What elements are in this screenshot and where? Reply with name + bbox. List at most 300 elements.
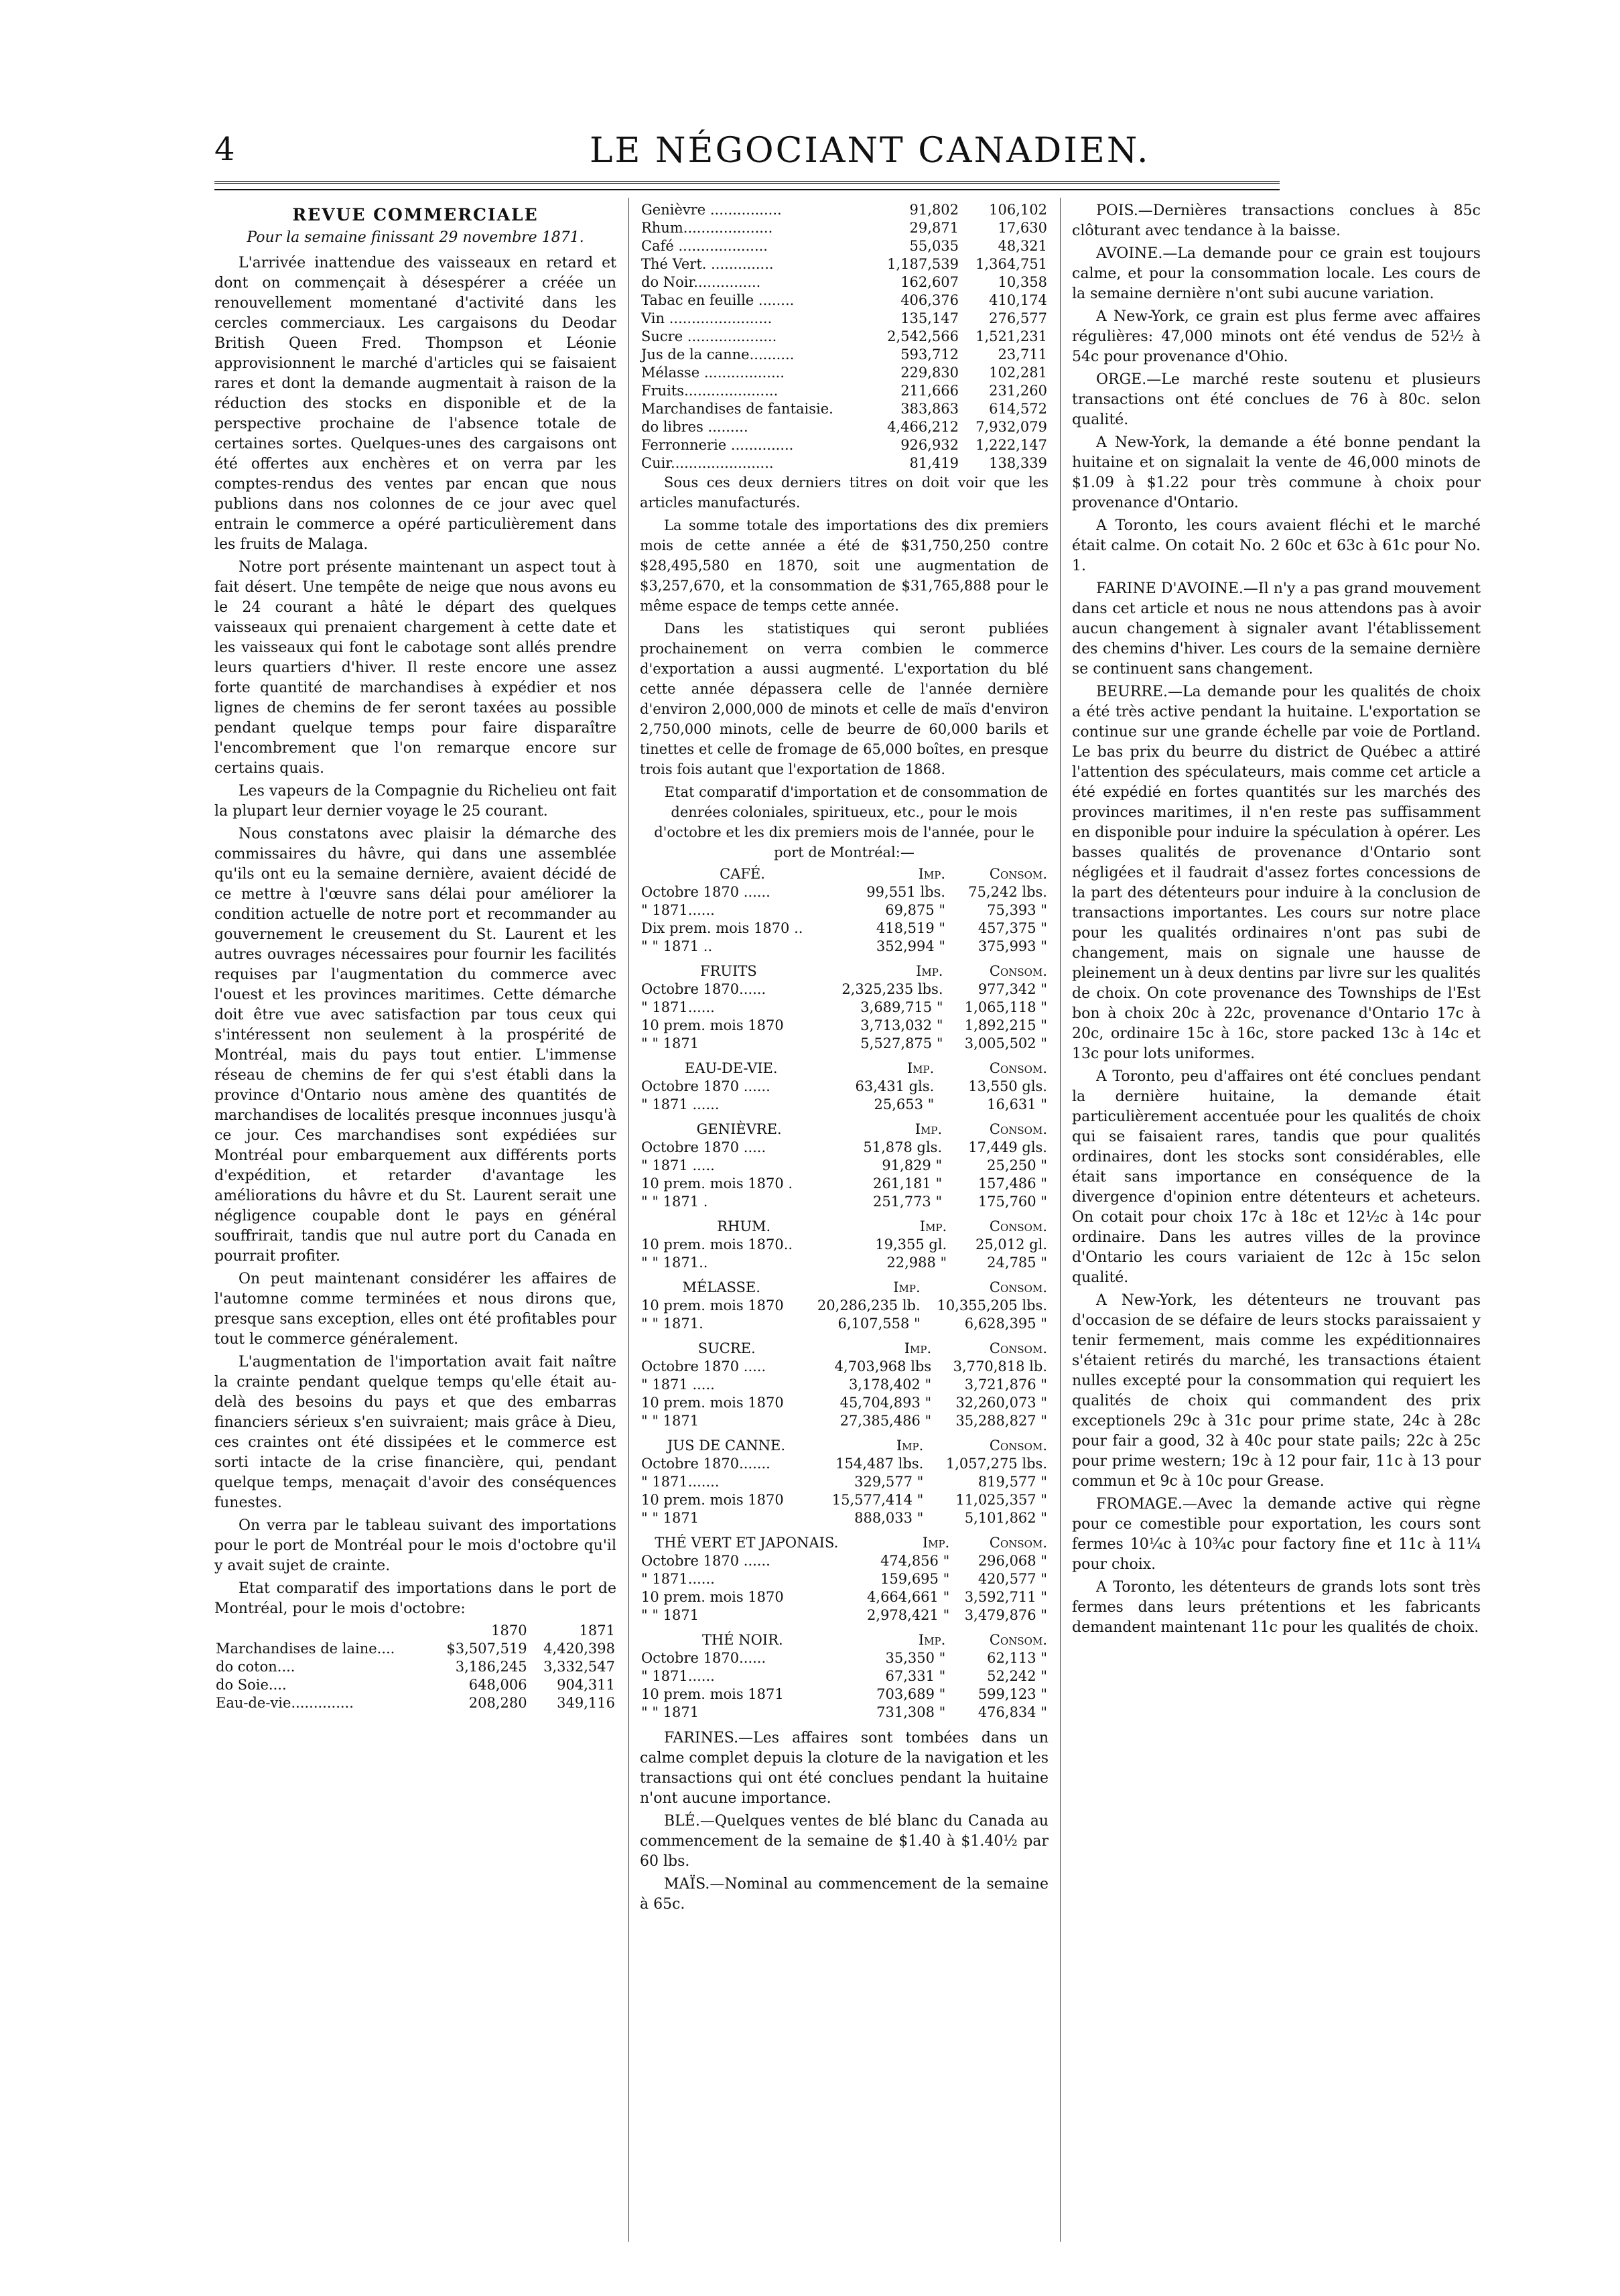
row-label: " 1871......: [641, 1571, 715, 1587]
row-label: " 1871......: [641, 999, 715, 1015]
table-row: [640, 1139, 1049, 1157]
row-label: Cuir.......................: [641, 455, 774, 471]
table-row: [640, 1473, 1049, 1491]
cell-value: 3,689,715 ": [860, 999, 943, 1015]
cell-value: 25,012 gl.: [975, 1236, 1047, 1253]
market-paragraph: A Toronto, peu d'affaires ont été conclues pendant la dernière huitaine, la demande était particulièrement accentuée pour les qualités de choix qui se faisaient rares, tandis que pour qualités ordinaires, dont les stocks sont considérables, elle était sans importance en conséquence de la divergence d'opinion entre détenteurs et acheteurs. On cotait pour choix 17c à 18c et 12½c à 14c pour ordinaire. Dans les autres villes de la province d'Ontario les cours variaient de 12c à 15c selon qualité.: [1072, 1068, 1481, 1286]
table-row: [640, 382, 1049, 400]
market-paragraph: MAÏS.—Nominal au commencement de la semaine à 65c.: [640, 1876, 1049, 1913]
cell-value: 4,420,398: [543, 1641, 615, 1657]
cell-value: 23,711: [998, 346, 1047, 363]
cell-value: 648,006: [468, 1677, 527, 1693]
column-header: Imp.: [919, 1218, 947, 1234]
row-label: Café ....................: [641, 238, 768, 254]
column-header: Imp.: [922, 1535, 950, 1551]
cell-value: 75,393 ": [987, 902, 1047, 918]
table-row: [640, 1606, 1049, 1624]
page-number: 4: [214, 131, 235, 168]
article-paragraph: On peut maintenant considérer les affaires de l'automne comme terminées et nous dirons que, presque sans exception, elles ont été profitables pour tout le commerce généralement.: [214, 1271, 616, 1348]
cell-value: 904,311: [557, 1677, 615, 1693]
row-label: Octobre 1870......: [641, 981, 766, 997]
table-row: [640, 938, 1049, 956]
cell-value: 17,630: [998, 220, 1047, 236]
column-header: Imp.: [904, 1340, 932, 1356]
row-label: Octobre 1870 ......: [641, 1553, 770, 1569]
row-label: Octobre 1870......: [641, 1650, 766, 1666]
cell-value: 296,068 ": [977, 1553, 1047, 1569]
row-label: Genièvre ................: [641, 202, 782, 218]
article-paragraph: Nous constatons avec plaisir la démarche des commissaires du hâvre, qui dans une assemblée qu'ils ont eu la semaine dernière, avaient décidé de ce mettre à l'œuvre sans délai pour améliorer la condition actuelle de notre port et recommander au gouvernement le creusement du St. Laurent et les autres ouvrages nécessaires pour fournir les facilités requises par l'augmentation du commerce avec l'ouest et les provinces maritimes. Cette démarche doit être vue avec satisfaction par tous ceux qui s'intéressent non seulement à la prospérité de Montréal, mais du pays tout entier. L'immense réseau de chemins de fer qui s'est établi dans la province d'Ontario nous amène des quantités de marchandises de localités presque inconnues jusqu'à ce jour. Ces marchandises sont expédiées sur Montréal pour embarquement aux différents ports d'expédition, et retarder d'avantage les améliorations du hâvre et du St. Laurent serait une négligence coupable dont le pays en général souffrirait, tandis que nul autre port du Canada en pourrait profiter.: [214, 826, 616, 1265]
section-spacer: [640, 1722, 1049, 1728]
cell-value: 69,875 ": [885, 902, 946, 918]
column-header: Consom.: [989, 1632, 1047, 1648]
comparison-table: [640, 1279, 1049, 1333]
cell-value: 2,542,566: [887, 328, 959, 344]
section-title: GENIÈVRE.: [696, 1121, 782, 1137]
cell-value: 261,181 ": [872, 1175, 943, 1192]
cell-value: 6,107,558 ": [837, 1316, 921, 1332]
table-row: [640, 418, 1049, 436]
row-label: 10 prem. mois 1870..: [641, 1236, 793, 1253]
article-paragraph: Sous ces deux derniers titres on doit voir que les articles manufacturés.: [640, 474, 1049, 511]
cell-value: 162,607: [900, 274, 959, 290]
comparison-table: [640, 1631, 1049, 1722]
row-label: " 1871.......: [641, 1474, 720, 1490]
article-paragraph: Les vapeurs de la Compagnie du Richelieu ont fait la plupart leur dernier voyage le 25 courant.: [214, 783, 616, 820]
cell-value: 731,308 ": [876, 1704, 946, 1720]
market-paragraph: A Toronto, les cours avaient fléchi et le marché était calme. On cotait No. 2 60c et 63c à 61c pour No. 1.: [1072, 517, 1481, 574]
table-row: [214, 1658, 616, 1676]
cell-value: 25,250 ": [987, 1157, 1047, 1173]
section-header-row: [640, 865, 1049, 883]
cell-value: 16,631 ": [987, 1096, 1047, 1112]
cell-value: 229,830: [900, 365, 959, 381]
cell-value: 231,260: [989, 383, 1047, 399]
row-label: Tabac en feuille ........: [641, 292, 795, 308]
cell-value: 29,871: [909, 220, 959, 236]
cell-value: 420,577 ": [977, 1571, 1047, 1587]
article-paragraph: La somme totale des importations des dix premiers mois de cette année a été de $31,750,250 contre $28,495,580 en 1870, soit une augmentation de $3,257,670, et la consommation de $31,765,888 pour le même espace de temps cette année.: [640, 517, 1049, 614]
table-row: [640, 1017, 1049, 1035]
section-heading: REVUE COMMERCIALE: [292, 205, 539, 225]
cell-value: $3,507,519: [446, 1641, 527, 1657]
table-row: [640, 255, 1049, 273]
cell-value: 91,829 ": [882, 1157, 943, 1173]
market-paragraph: A New-York, la demande a été bonne pendant la huitaine et on signalait la vente de 46,000 minots de $1.09 à $1.22 pour très commune à choix pour provenance d'Ontario.: [1072, 434, 1481, 511]
table-row: [640, 201, 1049, 219]
cell-value: 888,033 ": [854, 1510, 924, 1526]
cell-value: 91,802: [909, 202, 959, 218]
cell-value: 3,186,245: [455, 1659, 527, 1675]
article-paragraph: On verra par le tableau suivant des importations pour le port de Montréal pour le mois d'octobre qu'il y avait sujet de crainte.: [214, 1517, 616, 1574]
cell-value: 11,025,357 ": [955, 1492, 1047, 1508]
row-label: " " 1871: [641, 1607, 699, 1623]
cell-value: 2,978,421 ": [867, 1607, 950, 1623]
cell-value: 4,703,968 lbs: [834, 1358, 932, 1375]
table-row: [640, 219, 1049, 237]
table-row: [640, 1588, 1049, 1606]
cell-value: 819,577 ": [977, 1474, 1047, 1490]
table-row: [640, 1491, 1049, 1509]
column-header: Imp.: [916, 963, 943, 979]
column-header: Consom.: [989, 1218, 1047, 1234]
row-label: 10 prem. mois 1870 .: [641, 1175, 793, 1192]
section-subheading: Pour la semaine finissant 29 novembre 1871.: [247, 229, 584, 246]
section-header-row: [640, 1121, 1049, 1139]
row-label: Jus de la canne..........: [641, 346, 795, 363]
imports-table: [214, 1622, 616, 1712]
cell-value: 3,178,402 ": [848, 1377, 932, 1393]
row-label: Fruits.....................: [641, 383, 779, 399]
market-paragraph: AVOINE.—La demande pour ce grain est toujours calme, et pour la consommation locale. Les cours de la semaine dernière n'ont subi aucune variation.: [1072, 245, 1481, 302]
row-label: 10 prem. mois 1870: [641, 1017, 784, 1033]
cell-value: 157,486 ": [977, 1175, 1047, 1192]
row-label: " " 1871: [641, 1704, 699, 1720]
cell-value: 10,355,205 lbs.: [937, 1297, 1047, 1314]
row-label: Eau-de-vie..............: [216, 1695, 354, 1711]
cell-value: 3,005,502 ": [964, 1035, 1047, 1051]
row-label: do libres .........: [641, 419, 748, 435]
row-label: " " 1871: [641, 1413, 699, 1429]
table-row: [640, 237, 1049, 255]
market-paragraph: FROMAGE.—Avec la demande active qui règne pour ce comestible pour exportation, les cours sont fermes 10¼c à 10¾c pour factory fine et 11c à 11¼ pour choix.: [1072, 1496, 1481, 1573]
cell-value: 3,713,032 ": [860, 1017, 943, 1033]
cell-value: 457,375 ": [977, 920, 1047, 936]
cell-value: 1,057,275 lbs.: [945, 1456, 1047, 1472]
cell-value: 1,892,215 ": [964, 1017, 1047, 1033]
table-caption: Etat comparatif des importations dans le port de Montréal, pour le mois d'octobre:: [214, 1580, 616, 1617]
row-label: Thé Vert. ..............: [641, 256, 774, 272]
market-paragraph: FARINES.—Les affaires sont tombées dans un calme complet depuis la cloture de la navigation et les transactions qui ont été conclues pendant la huitaine n'ont aucune importance.: [640, 1730, 1049, 1807]
cell-value: 102,281: [989, 365, 1047, 381]
comparison-table: [640, 1534, 1049, 1624]
column-header: Consom.: [989, 1121, 1047, 1137]
table-row: [640, 1096, 1049, 1114]
market-paragraph: A New-York, ce grain est plus ferme avec affaires régulières: 47,000 minots ont été vendus de 52½ à 54c pour provenance d'Ohio.: [1072, 308, 1481, 365]
table-row: [640, 454, 1049, 472]
cell-value: 276,577: [989, 310, 1047, 326]
cell-value: 251,773 ": [872, 1194, 943, 1210]
table-caption: Etat comparatif d'importation et de consommation de denrées coloniales, spiritueux, etc., pour le mois d'octobre et les dix premiers mois de l'année, pour le port de Montréal:—: [654, 784, 1049, 860]
section-header-row: [640, 1631, 1049, 1649]
table-row: [214, 1694, 616, 1712]
column-divider: [1060, 198, 1061, 2242]
section-title: MÉLASSE.: [682, 1279, 760, 1295]
article-paragraph: L'arrivée inattendue des vaisseaux en retard et dont on commençait à désespérer a créée un renouvellement momentané d'activité dans les cercles commerciaux. Les cargaisons du Deodar British Queen Fred. Thompson et Léonie approvisionnent le marché d'articles qui se faisaient rares et dont la demande augmentait à raison de la réduction des stocks en disponible et de la perspective prochaine de l'absence totale de certaines sortes. Quelques-unes des cargaisons ont été offertes aux enchères et on verra par les comptes-rendus des ventes par encan que nous publions dans nos colonnes de ce jour avec quel entrain le commerce a opéré particulièrement dans les fruits de Malaga.: [214, 255, 616, 553]
row-label: Octobre 1870 .....: [641, 1139, 766, 1155]
cell-value: 75,242 lbs.: [968, 884, 1047, 900]
cell-value: 175,760 ": [977, 1194, 1047, 1210]
article-paragraph: Dans les statistiques qui seront publiées prochainement on verra combien le commerce d'exportation a aussi augmenté. L'exportation du blé cette année dépassera celle de l'année dernière d'environ 2,000,000 de minots et celle de maïs d'environ 2,750,000 minots, celle de beurre de 60,000 barils et tinettes et celle de fromage de 65,000 boîtes, en presque trois fois autant que l'exportation de 1868.: [640, 621, 1049, 777]
cell-value: 3,332,547: [543, 1659, 615, 1675]
row-label: " " 1871 ..: [641, 938, 713, 954]
row-label: " " 1871: [641, 1035, 699, 1051]
market-paragraph: BLÉ.—Quelques ventes de blé blanc du Canada au commencement de la semaine de $1.40 à $1.40½ par 60 lbs.: [640, 1813, 1049, 1870]
row-label: Marchandises de fantaisie.: [641, 401, 833, 417]
row-label: " " 1871 .: [641, 1194, 708, 1210]
section-title: THÉ VERT ET JAPONAIS.: [655, 1535, 839, 1551]
table-row: [640, 1509, 1049, 1527]
column-header: Imp.: [918, 1632, 946, 1648]
cell-value: 19,355 gl.: [875, 1236, 947, 1253]
cell-value: 135,147: [900, 310, 959, 326]
cell-value: 6,628,395 ": [964, 1316, 1047, 1332]
cell-value: 1,364,751: [975, 256, 1047, 272]
table-row: [640, 901, 1049, 919]
cell-value: 352,994 ": [876, 938, 946, 954]
cell-value: 81,419: [909, 455, 959, 471]
section-spacer: [640, 1272, 1049, 1279]
section-spacer: [640, 1527, 1049, 1534]
cell-value: 20,286,235 lb.: [817, 1297, 921, 1314]
row-label: Octobre 1870 .....: [641, 1358, 766, 1375]
cell-value: 3,721,876 ": [964, 1377, 1047, 1393]
page-header: [214, 131, 1280, 184]
market-paragraph: BEURRE.—La demande pour les qualités de choix a été très active pendant la huitaine. L'exportation se continue sur une grande échelle par voie de Portland. Le bas prix du beurre du district de Québec a attiré l'attention des spéculateurs, mais comme cet article a été expédié en fortes quantités sur les marchés des provinces maritimes, il n'en reste pas suffisamment en disponible pour induire la spéculation à opérer. Les basses qualités de provenance d'Ontario sont négligées et il faudrait d'assez fortes concessions de la part des détenteurs pour induire à la conclusion de transactions importantes. Les cours sur notre place pour les qualités ordinaires n'ont pas subi de changement, mais on signale une hausse de pleinement un à deux dentins par livre sur les qualités de choix. On cote provenance des Townships de l'Est bon à choix 20c à 22c, provenance d'Ontario 17c à 20c, ordinaire 15c à 16c, store packed 13c à 14c et 13c pour lots uniformes.: [1072, 684, 1481, 1062]
table-row: [640, 1175, 1049, 1193]
row-label: Mélasse ..................: [641, 365, 785, 381]
market-paragraph: A Toronto, les détenteurs de grands lots sont très fermes dans leurs prétentions et les fabricants demandent maintenant 11c pour les qualités de choix.: [1072, 1579, 1481, 1636]
cell-value: 383,863: [900, 401, 959, 417]
row-label: Marchandises de laine....: [216, 1641, 395, 1657]
cell-value: 10,358: [998, 274, 1047, 290]
market-paragraph: FARINE D'AVOINE.—Il n'y a pas grand mouvement dans cet article et nous ne nous attendons pas à avoir aucun changement à signaler avant l'établissement des chemins d'hiver. Les cours de la semaine dernière se continuent sans changement.: [1072, 580, 1481, 678]
cell-value: 349,116: [557, 1695, 615, 1711]
header-rule: [214, 181, 1280, 184]
market-paragraph: A New-York, les détenteurs ne trouvant pas d'occasion de se défaire de leurs stocks paraissaient y tenir fermement, mais comme les expéditionnaires s'étaient retirés du marché, les transactions étaient nulles excepté pour la consommation qui requiert les qualités de choix qui commandent des prix exceptionels 29c à 31c pour prime state, 24c à 28c pour fair a good, 32 à 40c pour state pails; 22c à 25c pour prime western; 19c à 12 pour fair, 11c à 13 pour commun et 9c à 10c pour Grease.: [1072, 1292, 1481, 1490]
section-header-row: [640, 1340, 1049, 1358]
section-header-row: [640, 1279, 1049, 1297]
cell-value: 63,431 gls.: [855, 1078, 935, 1094]
cell-value: 5,527,875 ": [860, 1035, 943, 1051]
table-row: [640, 1455, 1049, 1473]
table-row: [640, 883, 1049, 901]
column-header: Imp.: [915, 1121, 943, 1137]
table-row: [640, 346, 1049, 364]
row-label: do Soie....: [216, 1677, 287, 1693]
year-header: 1871: [579, 1622, 615, 1639]
cell-value: 4,664,661 ": [867, 1589, 950, 1605]
cell-value: 15,577,414 ": [831, 1492, 924, 1508]
column-header: Imp.: [906, 1060, 935, 1076]
section-spacer: [640, 1333, 1049, 1340]
row-label: Dix prem. mois 1870 ..: [641, 920, 803, 936]
comparison-table: [640, 962, 1049, 1053]
cell-value: 27,385,486 ": [839, 1413, 932, 1429]
article-paragraph: L'augmentation de l'importation avait fait naître la crainte pendant quelque temps qu'elle était au-delà des besoins du pays et que des embarras financiers sérieux s'en suivraient; mais grâce à Dieu, ces craintes ont été dissipées et le commerce est sorti intacte de la crise financière, qui, pendant quelque temps, menaçait d'avoir des conséquences funestes.: [214, 1354, 616, 1511]
table-row: [640, 1704, 1049, 1722]
row-label: " " 1871.: [641, 1316, 703, 1332]
table-row: [640, 292, 1049, 310]
cell-value: 45,704,893 ": [839, 1395, 932, 1411]
cell-value: 48,321: [998, 238, 1047, 254]
cell-value: 1,065,118 ": [964, 999, 1047, 1015]
cell-value: 32,260,073 ": [955, 1395, 1047, 1411]
cell-value: 35,288,827 ": [955, 1413, 1047, 1429]
cell-value: 51,878 gls.: [863, 1139, 943, 1155]
column-header: Consom.: [989, 1060, 1047, 1076]
cell-value: 99,551 lbs.: [866, 884, 946, 900]
table-row: [640, 273, 1049, 292]
market-paragraph: ORGE.—Le marché reste soutenu et plusieurs transactions ont été conclues de 76 à 80c. selon qualité.: [1072, 371, 1481, 428]
row-label: Ferronnerie ..............: [641, 437, 794, 453]
table-row: [640, 1552, 1049, 1570]
section-title: SUCRE.: [697, 1340, 756, 1356]
row-label: 10 prem. mois 1870: [641, 1589, 784, 1605]
table-row: [640, 1078, 1049, 1096]
header-rule-thin: [214, 189, 1280, 190]
section-title: JUS DE CANNE.: [667, 1438, 785, 1454]
table-row: [214, 1676, 616, 1694]
table-row: [640, 400, 1049, 418]
table-row: [640, 1236, 1049, 1254]
row-label: do coton....: [216, 1659, 295, 1675]
row-label: Vin .......................: [641, 310, 772, 326]
section-title: THÉ NOIR.: [701, 1632, 783, 1648]
table-row: [640, 1376, 1049, 1394]
comparison-sections: [640, 865, 1049, 1728]
section-header-row: [640, 1534, 1049, 1552]
section-spacer: [640, 1211, 1049, 1218]
table-row: [640, 1358, 1049, 1376]
column-1: [214, 201, 616, 1712]
comparison-table: [640, 1060, 1049, 1114]
cell-value: 329,577 ": [854, 1474, 924, 1490]
row-label: Rhum....................: [641, 220, 773, 236]
cell-value: 476,834 ": [977, 1704, 1047, 1720]
cell-value: 418,519 ": [876, 920, 946, 936]
cell-value: 52,242 ": [987, 1668, 1047, 1684]
cell-value: 599,123 ": [977, 1686, 1047, 1702]
row-label: Octobre 1870.......: [641, 1456, 770, 1472]
cell-value: 7,932,079: [975, 419, 1047, 435]
cell-value: 211,666: [900, 383, 959, 399]
row-label: " 1871 ......: [641, 1096, 720, 1112]
row-label: 10 prem. mois 1870: [641, 1297, 784, 1314]
column-2: [640, 201, 1049, 1917]
cell-value: 3,592,711 ": [964, 1589, 1047, 1605]
cell-value: 703,689 ": [876, 1686, 946, 1702]
column-header: Consom.: [989, 963, 1047, 979]
row-label: " " 1871..: [641, 1255, 708, 1271]
section-header-row: [640, 1060, 1049, 1078]
cell-value: 406,376: [900, 292, 959, 308]
year-header: 1870: [491, 1622, 527, 1639]
column-header: Consom.: [989, 1279, 1047, 1295]
column-header: Imp.: [918, 866, 946, 882]
section-spacer: [640, 956, 1049, 962]
cell-value: 410,174: [989, 292, 1047, 308]
cell-value: 375,993 ": [977, 938, 1047, 954]
section-spacer: [640, 1053, 1049, 1060]
table-row: [640, 310, 1049, 328]
imports-continued-table: [640, 201, 1049, 472]
cell-value: 106,102: [989, 202, 1047, 218]
cell-value: 35,350 ": [885, 1650, 946, 1666]
column-3: [1072, 201, 1481, 1641]
row-label: " " 1871: [641, 1510, 699, 1526]
table-row: [640, 1649, 1049, 1667]
section-spacer: [640, 1430, 1049, 1437]
section-title: CAFÉ.: [720, 866, 765, 882]
cell-value: 25,653 ": [874, 1096, 935, 1112]
cell-value: 3,479,876 ": [964, 1607, 1047, 1623]
comparison-table: [640, 1437, 1049, 1527]
section-header-row: [640, 1437, 1049, 1455]
cell-value: 5,101,862 ": [964, 1510, 1047, 1526]
cell-value: 3,770,818 lb.: [953, 1358, 1047, 1375]
comparison-table: [640, 1340, 1049, 1430]
section-header-row: [640, 1218, 1049, 1236]
cell-value: 24,785 ": [987, 1255, 1047, 1271]
table-row: [640, 1254, 1049, 1272]
row-label: " 1871 .....: [641, 1377, 715, 1393]
cell-value: 67,331 ": [885, 1668, 946, 1684]
row-label: do Noir...............: [641, 274, 761, 290]
cell-value: 138,339: [989, 455, 1047, 471]
column-header: Consom.: [989, 1340, 1047, 1356]
cell-value: 977,342 ": [977, 981, 1047, 997]
row-label: 10 prem. mois 1870: [641, 1492, 784, 1508]
comparison-table: [640, 1121, 1049, 1211]
table-row: [640, 1157, 1049, 1175]
row-label: " 1871......: [641, 1668, 715, 1684]
cell-value: 1,521,231: [975, 328, 1047, 344]
market-paragraph: POIS.—Dernières transactions conclues à 85c clôturant avec tendance à la baisse.: [1072, 202, 1481, 239]
column-header: Consom.: [989, 1535, 1047, 1551]
cell-value: 474,856 ": [880, 1553, 950, 1569]
cell-value: 208,280: [468, 1695, 527, 1711]
cell-value: 614,572: [989, 401, 1047, 417]
cell-value: 2,325,235 lbs.: [841, 981, 943, 997]
table-row: [640, 1315, 1049, 1333]
table-row: [640, 1193, 1049, 1211]
table-row: [640, 980, 1049, 999]
column-header: Imp.: [893, 1279, 921, 1295]
row-label: Octobre 1870 ......: [641, 1078, 770, 1094]
row-label: Sucre ....................: [641, 328, 777, 344]
column-divider: [628, 198, 629, 2242]
table-row: [640, 364, 1049, 382]
table-row: [640, 1297, 1049, 1315]
table-header-row: [214, 1622, 616, 1640]
row-label: " 1871......: [641, 902, 715, 918]
table-row: [640, 436, 1049, 454]
masthead-title: LE NÉGOCIANT CANADIEN.: [590, 131, 1150, 171]
cell-value: 62,113 ": [987, 1650, 1047, 1666]
table-row: [640, 1685, 1049, 1704]
article-paragraph: Notre port présente maintenant un aspect tout à fait désert. Une tempête de neige que nous avons eu le 24 courant a hâté le départ des quelques vaisseaux qui prenaient chargement à cette date et les vaisseaux qui font le cabotage sont allés prendre leurs quartiers d'hiver. Il reste encore une assez forte quantité de marchandises à expédier et nos lignes de chemins de fer seront taxées au possible pendant quelque temps pour faire disparaître l'encombrement que l'on remarque encore sur certains quais.: [214, 559, 616, 777]
comparison-table: [640, 1218, 1049, 1272]
row-label: " 1871 .....: [641, 1157, 715, 1173]
section-title: EAU-DE-VIE.: [685, 1060, 778, 1076]
cell-value: 926,932: [900, 437, 959, 453]
cell-value: 13,550 gls.: [968, 1078, 1047, 1094]
row-label: 10 prem. mois 1871: [641, 1686, 784, 1702]
cell-value: 159,695 ": [880, 1571, 950, 1587]
table-row: [214, 1640, 616, 1658]
row-label: 10 prem. mois 1870: [641, 1395, 784, 1411]
table-row: [640, 1570, 1049, 1588]
table-row: [640, 1035, 1049, 1053]
section-title: FRUITS: [700, 963, 757, 979]
cell-value: 1,222,147: [975, 437, 1047, 453]
table-row: [640, 1667, 1049, 1685]
table-row: [640, 1394, 1049, 1412]
section-title: RHUM.: [717, 1218, 771, 1234]
cell-value: 17,449 gls.: [968, 1139, 1047, 1155]
cell-value: 4,466,212: [887, 419, 959, 435]
